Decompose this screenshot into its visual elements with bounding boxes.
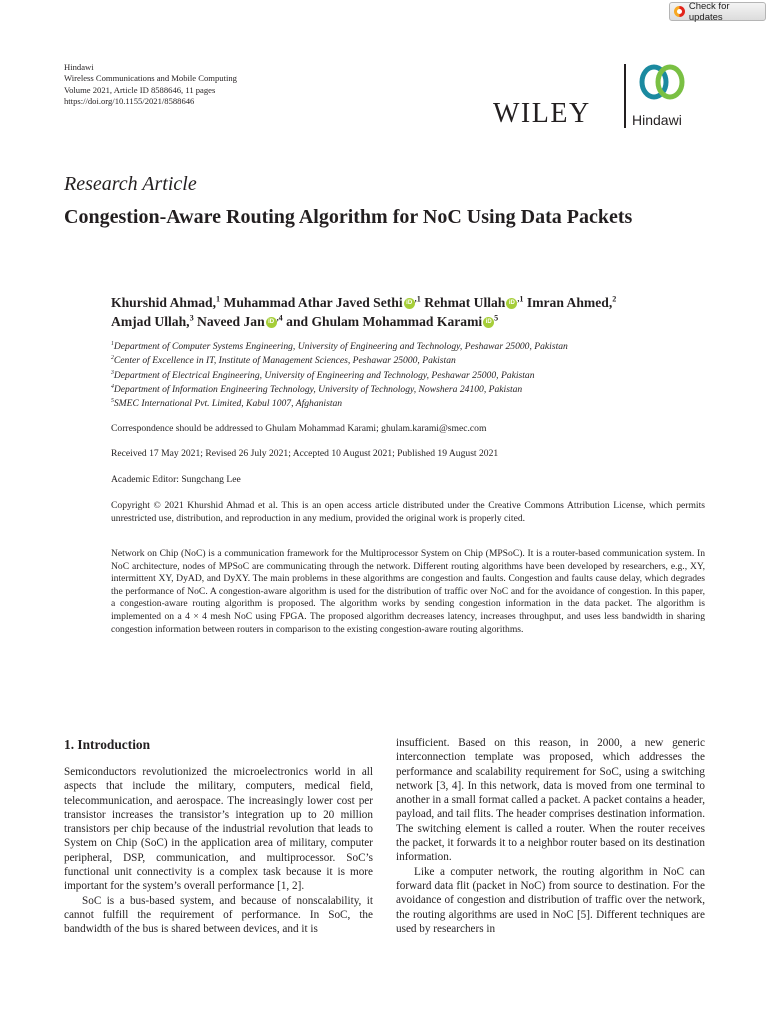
author: Naveed Jan iD $^{,4}$ <box>197 313 283 329</box>
orcid-icon[interactable]: iD <box>266 317 277 328</box>
doi-link[interactable]: https://doi.org/10.1155/2021/8588646 <box>64 96 195 107</box>
affiliation: $^4$Department of Information Engineering Technology, University of Technology, Nowshera 24100, Pakistan <box>111 383 523 395</box>
author-list <box>111 293 701 331</box>
author: Khurshid Ahmad,$^1$ <box>111 294 221 310</box>
logo-divider <box>624 64 626 128</box>
journal-meta <box>64 62 237 108</box>
check-for-updates-button[interactable] <box>669 2 766 21</box>
body-paragraph: insufficient. Based on this reason, in 2000, a new generic interconnection template was proposed, which addresses the performance and scalability requirement for SoC, using a switching network [3, 4]. In this network, data is moved from one terminal to another in a small format called a packet. A packet contains a header, payload, and tail flits. The header comprises destination information. The switching element is called a router. When the router receives the packet, it forwards it to a neighbor router based on its destination information. <box>396 737 705 864</box>
article-type: Research Article <box>64 173 197 195</box>
author: and Ghulam Mohammad Karami iD $^5$ <box>286 313 499 329</box>
orcid-icon[interactable]: iD <box>506 298 517 309</box>
affiliation: $^2$Center of Excellence in IT, Institute of Management Sciences, Peshawar 25000, Pakistan <box>111 355 456 367</box>
section-heading: 1. Introduction <box>64 737 151 752</box>
academic-editor: Academic Editor: Sungchang Lee <box>111 474 241 485</box>
orcid-icon[interactable]: iD <box>404 298 415 309</box>
volume-info: Volume 2021, Article ID 8588646, 11 pages <box>64 84 216 95</box>
body-paragraph: Semiconductors revolutionized the microelectronics world in all aspects that include the military, computers, medical field, telecommunication, and aerospace. The increasingly lower cost per transistor increases the transistor’s integration up to 20 million transistors per chip because of the industrial revolution that leads to System on Chip (SoC) in the application area of military, computer peripheral, DSP, communication, and multiprocessor. SoC’s functional unit connectivity is a complex task because it is more important for the system’s overall performance [1, 2]. <box>64 766 373 893</box>
author: Muhammad Athar Javed Sethi iD $^{,1}$ <box>223 294 421 310</box>
affiliation: $^5$SMEC International Pvt. Limited, Kabul 1007, Afghanistan <box>111 398 343 410</box>
paper-title: Congestion-Aware Routing Algorithm for NoC Using Data Packets <box>64 206 633 228</box>
copyright-notice: Copyright © 2021 Khurshid Ahmad et al. This is an open access article distributed under the Creative Commons Attribution License, which permits unrestricted use, distribution, and reproduction in any medium, provided the original work is properly cited. <box>111 500 705 524</box>
wiley-logo: WILEY <box>493 98 591 129</box>
journal-name: Wireless Communications and Mobile Computing <box>64 73 237 84</box>
hindawi-rings-icon <box>638 62 686 102</box>
author: Imran Ahmed,$^2$ <box>526 294 617 310</box>
body-column-left <box>64 736 373 937</box>
affiliation: $^1$Department of Computer Systems Engineering, University of Engineering and Technology, Peshawar 25000, Pakistan <box>111 340 568 352</box>
hindawi-logo-text: Hindawi <box>632 112 682 128</box>
affiliation: $^3$Department of Electrical Engineering, University of Engineering and Technology, Peshawar 25000, Pakistan <box>111 369 535 381</box>
abstract: Network on Chip (NoC) is a communication framework for the Multiprocessor System on Chip (MPSoC). It is a router-based communication system. In NoC architecture, nodes of MPSoC are communicating through the network. Different routing algorithms have been developed by researchers, e.g., XY, intermittent XY, DyAD, and DyXY. The main problems in these algorithms are congestion and faults. Congestion and faults cause delay, which degrades the performance of NoC. A congestion-aware algorithm is used for the distribution of traffic over NoC and for the avoidance of congestion. In this paper, a congestion-aware routing algorithm is proposed. The algorithm works by sending congestion information in the data packet. The algorithm is implemented on a 4 × 4 mesh NoC using FPGA. The proposed algorithm decreases latency, increases throughput, and uses less bandwidth in sharing congestion information between routers in comparison to the existing congestion-aware routing algorithms. <box>111 548 705 635</box>
publisher-name: Hindawi <box>64 62 94 72</box>
correspondence: Correspondence should be addressed to Ghulam Mohammad Karami; ghulam.karami@smec.com <box>111 423 487 434</box>
received-dates: Received 17 May 2021; Revised 26 July 2021; Accepted 10 August 2021; Published 19 August 2021 <box>111 448 499 459</box>
body-column-right <box>396 736 705 936</box>
body-paragraph: Like a computer network, the routing algorithm in NoC can forward data flit (packet in NoC) from source to destination. For the avoidance of congestion and distribution of traffic over the network, the routing algorithms are used in NoC [5]. Different techniques are used by researchers in <box>396 865 705 935</box>
body-paragraph: SoC is a bus-based system, and because of nonscalability, it cannot fulfill the requirement of performance. In SoC, the bandwidth of the bus is shared between devices, and it is <box>64 894 373 936</box>
check-for-updates-label: Check for updates <box>688 0 730 23</box>
orcid-icon[interactable]: iD <box>483 317 494 328</box>
author: Rehmat Ullah iD $^{,1}$ <box>424 294 524 310</box>
author: Amjad Ullah,$^3$ <box>111 313 194 329</box>
crossmark-icon <box>674 6 685 17</box>
affiliations <box>111 340 701 411</box>
